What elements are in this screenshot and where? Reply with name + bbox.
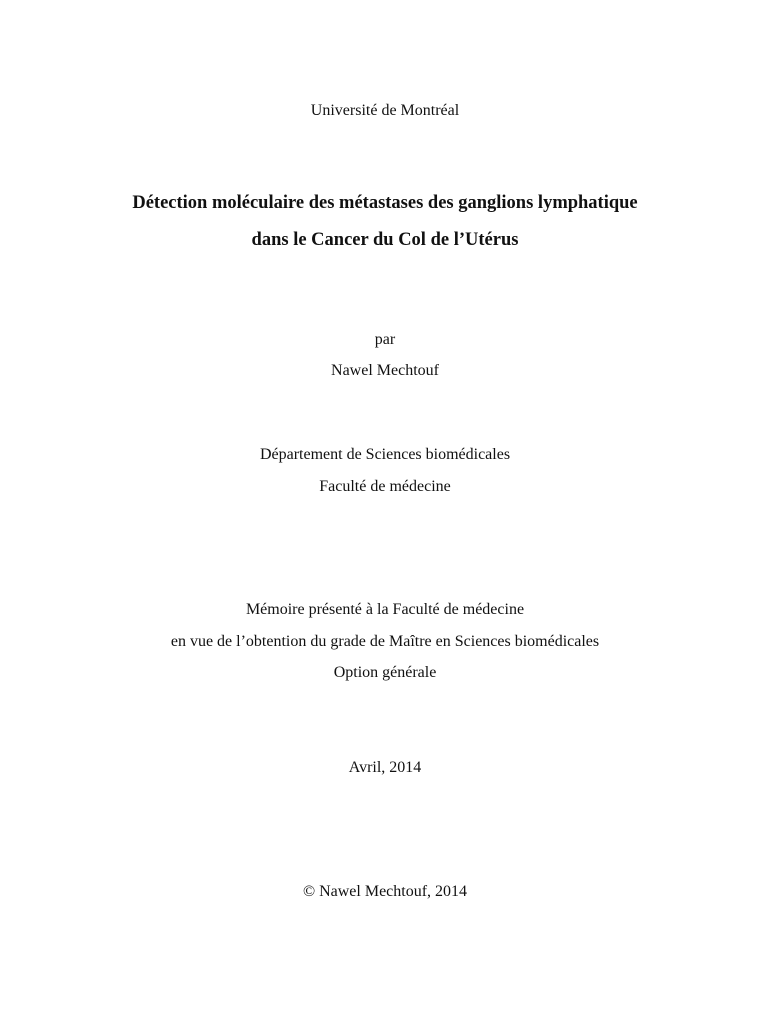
author-name: Nawel Mechtouf (331, 362, 439, 379)
thesis-title-line-2: dans le Cancer du Col de l’Utérus (251, 230, 519, 250)
university-name: Université de Montréal (310, 102, 460, 119)
copyright-notice: © Nawel Mechtouf, 2014 (302, 883, 468, 900)
faculty-name: Faculté de médecine (319, 478, 451, 495)
submission-line-3: Option générale (333, 664, 437, 681)
by-label: par (374, 331, 396, 348)
department-name: Département de Sciences biomédicales (259, 446, 511, 463)
submission-date: Avril, 2014 (348, 759, 422, 776)
submission-line-2: en vue de l’obtention du grade de Maître en Sciences biomédicales (170, 633, 600, 650)
submission-line-1: Mémoire présenté à la Faculté de médecine (245, 601, 525, 618)
thesis-title-line-1: Détection moléculaire des métastases des ganglions lymphatique (132, 193, 638, 213)
